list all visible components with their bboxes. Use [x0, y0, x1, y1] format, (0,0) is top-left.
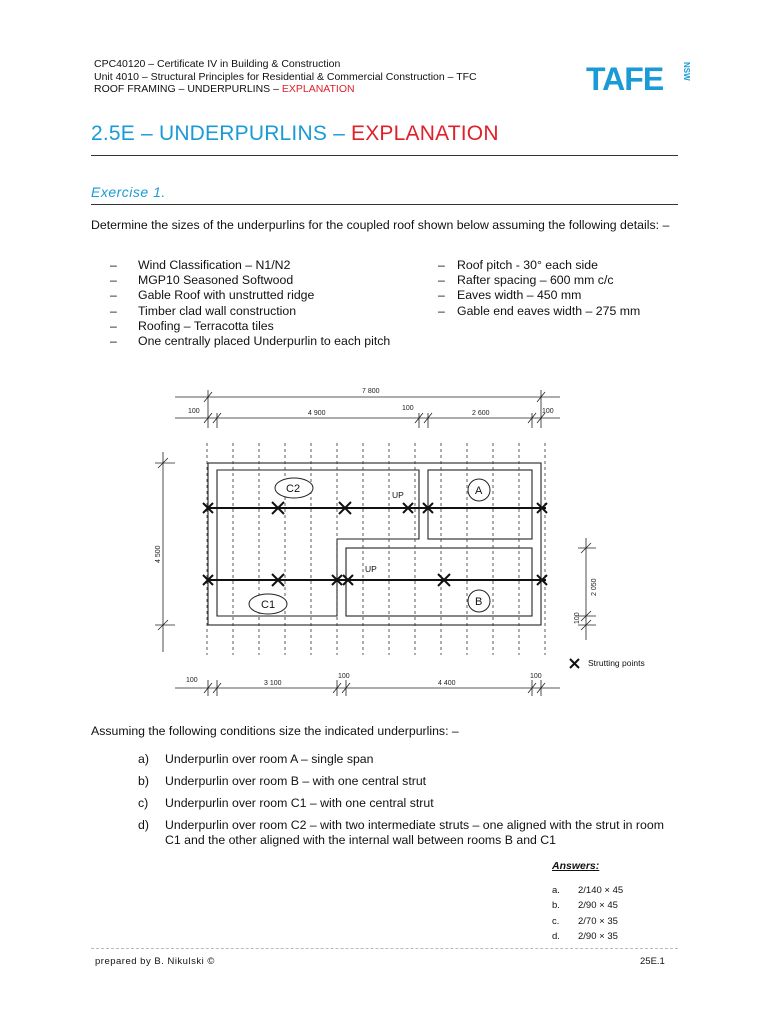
dim-bot-3100: 3 100: [264, 680, 282, 687]
up-label-2: UP: [365, 564, 377, 574]
answers-list: [552, 883, 623, 944]
answer-item: a. 2/140 × 45: [552, 885, 624, 896]
page-title: 2.5E – UNDERPURLINS – EXPLANATION: [91, 122, 499, 145]
details-right-list: [438, 258, 678, 319]
question-item: c) Underpurlin over room C1 – with one central strut: [138, 796, 434, 810]
answer-item: c. 2/70 × 35: [552, 915, 618, 927]
exercise-divider: [91, 204, 678, 205]
dim-right-100: 100: [574, 612, 581, 624]
roof-plan-diagram: [150, 382, 670, 700]
header-unit: Unit 4010 – Structural Principles for Residential & Commercial Construction – TFC: [94, 70, 477, 83]
logo-sub: NSW: [682, 62, 691, 81]
question-item: b) Underpurlin over room B – with one central strut: [138, 774, 427, 788]
logo-text: TAFE: [586, 61, 664, 97]
footer-divider: [91, 948, 678, 949]
header-course: CPC40120 – Certificate IV in Building & Construction: [94, 58, 341, 70]
dim-bot-100-a: 100: [186, 677, 198, 684]
list-item: – Timber clad wall construction: [110, 303, 297, 318]
header-topic-highlight: EXPLANATION: [281, 83, 355, 95]
question-item: a) Underpurlin over room A – single span: [138, 752, 374, 766]
footer-author: prepared by B. Nikulski ©: [95, 956, 215, 967]
list-item: – Gable end eaves width – 275 mm: [438, 303, 641, 318]
list-item: – Roof pitch - 30° each side: [438, 258, 598, 272]
room-c1-label: C1: [261, 599, 276, 611]
intro-paragraph: Determine the sizes of the underpurlins for the coupled roof shown below assuming the following details: –: [91, 218, 670, 232]
footer-page-number: 25E.1: [640, 956, 665, 967]
details-left-list: [110, 258, 430, 349]
list-item: – One centrally placed Underpurlin to each pitch: [110, 334, 391, 349]
room-c2-label: C2: [286, 483, 301, 495]
document-header: [94, 58, 477, 96]
room-a-label: A: [475, 485, 483, 497]
room-b-label: B: [475, 596, 483, 608]
dim-bot-100-b: 100: [338, 673, 350, 680]
dim-top-total: 7 800: [362, 388, 380, 395]
dim-top-100-b: 100: [402, 405, 414, 412]
rafter-lines: [207, 443, 545, 655]
up-label-1: UP: [392, 490, 404, 500]
dim-bot-4400: 4 400: [438, 680, 456, 687]
tafe-nsw-logo: [584, 58, 694, 98]
answer-item: b. 2/90 × 45: [552, 900, 618, 912]
dim-top-100-a: 100: [188, 408, 200, 415]
dim-top-100-c: 100: [542, 408, 554, 415]
list-item: – Roofing – Terracotta tiles: [110, 318, 274, 333]
question-list: [138, 752, 668, 855]
dim-bot-100-c: 100: [530, 673, 542, 680]
header-topic: ROOF FRAMING – UNDERPURLINS – EXPLANATION: [94, 83, 355, 95]
dim-top-4900: 4 900: [308, 410, 326, 417]
answers-heading: Answers:: [552, 860, 600, 872]
list-item: – Gable Roof with unstrutted ridge: [110, 288, 315, 303]
dim-right-2050: 2 050: [591, 578, 598, 596]
exercise-heading: Exercise 1.: [91, 184, 166, 200]
dim-top-2600: 2 600: [472, 410, 490, 417]
question-item: d) Underpurlin over room C2 – with two intermediate struts – one aligned with the strut in room C1 and the other aligned with the internal wall between rooms B and C1: [138, 818, 664, 847]
dim-left: 4 500: [155, 545, 162, 563]
list-item: – Rafter spacing – 600 mm c/c: [438, 273, 614, 288]
title-highlight: EXPLANATION: [351, 122, 499, 145]
answer-item: d. 2/90 × 35: [552, 930, 618, 942]
list-item: – MGP10 Seasoned Softwood: [110, 273, 294, 288]
title-divider: [91, 155, 678, 156]
conditions-intro: Assuming the following conditions size the indicated underpurlins: –: [91, 724, 459, 738]
legend-strutting-points: Strutting points: [588, 658, 645, 668]
list-item: – Wind Classification – N1/N2: [110, 258, 291, 272]
list-item: – Eaves width – 450 mm: [438, 288, 582, 303]
